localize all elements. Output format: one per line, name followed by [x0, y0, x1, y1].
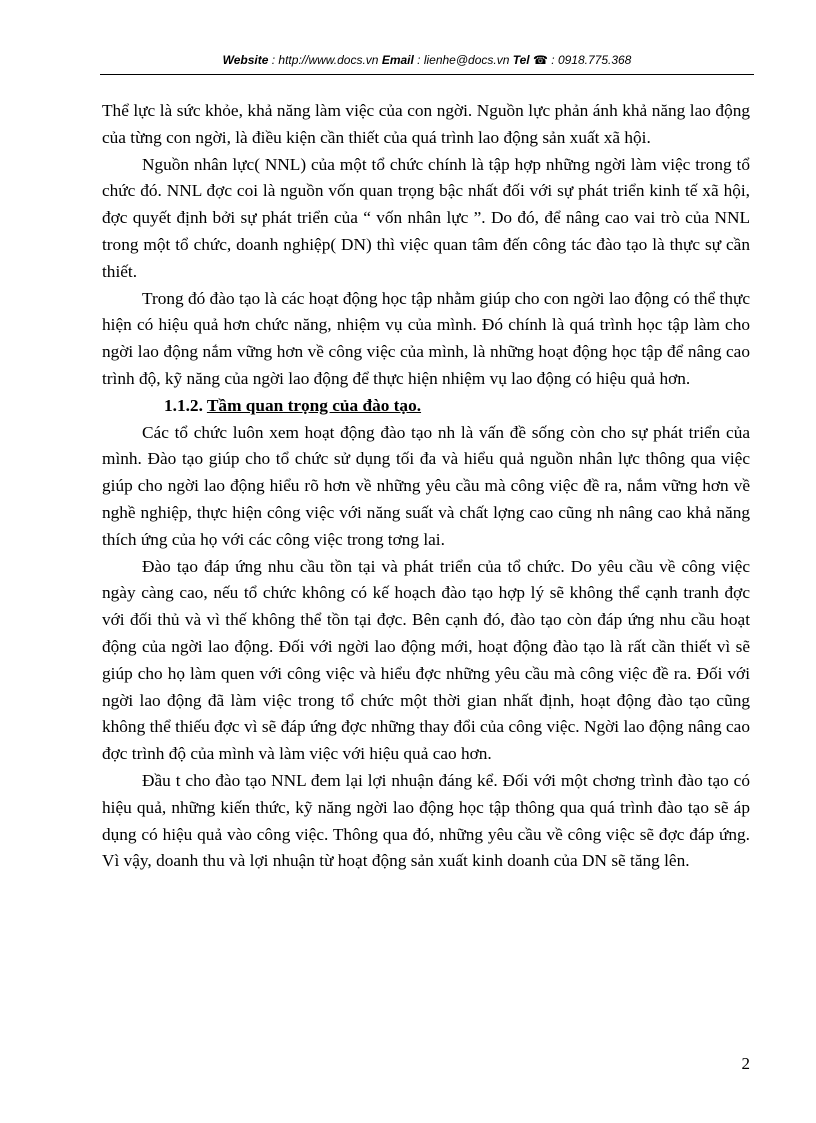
tel-label: Tel: [512, 53, 530, 67]
email-label: Email: [381, 53, 414, 67]
document-body: [102, 98, 750, 875]
paragraph-2: Nguồn nhân lực( NNL) của một tổ chức chính là tập hợp những ngời làm việc trong tổ chức đó. NNL đợc coi là nguồn vốn quan trọng bậc nhất đối với sự phát triển kinh tế xã hội, đợc quyết định bởi sự phát triển của “ vốn nhân lực ”. Do đó, để nâng cao vai trò của NNL trong một tổ chức, doanh nghiệp( DN) thì việc quan tâm đến công tác đào tạo là thực sự cần thiết.: [102, 154, 750, 281]
section-number: 1.1.2.: [164, 395, 207, 415]
website-value: : http://www.docs.vn: [268, 53, 382, 67]
paragraph-5: Đào tạo đáp ứng nhu cầu tồn tại và phát triển của tổ chức. Do yêu cầu về công việc ngày càng cao, nếu tổ chức không có kế hoạch đào tạo hợp lý sẽ không thể cạnh tranh đợc với đối thủ và vì thế không thể tồn tại đợc. Bên cạnh đó, đào tạo còn đáp ứng nhu cầu hoạt động của ngời lao động. Đối với ngời lao động mới, hoạt động đào tạo là rất cần thiết vì sẽ giúp cho họ làm quen với công việc và hiểu đợc những yêu cầu mà công việc đề ra. Đối với ngời lao động đã làm việc trong tổ chức một thời gian nhất định, hoạt động đào tạo cũng không thể thiếu đợc vì sẽ đáp ứng đợc những thay đổi của công việc. Ngời lao động nâng cao đợc trình độ của mình và làm việc với hiệu quả cao hơn.: [102, 556, 750, 764]
email-value: : lienhe@docs.vn: [413, 53, 513, 67]
paragraph-4: Các tổ chức luôn xem hoạt động đào tạo nh là vấn đề sống còn cho sự phát triển của mình. Đào tạo giúp cho tổ chức sử dụng tối đa và hiểu quả nguồn nhân lực thông qua việc giúp cho ngời lao động hiểu rõ hơn về những yêu cầu mà công việc đề ra, nắm vững hơn về nghề nghiệp, thực hiện công việc với năng suất và chất lợng cao cũng nh nâng cao khả năng thích ứng của họ với các công việc trong tơng lai.: [102, 422, 750, 549]
page-header: [100, 52, 754, 75]
paragraph-3: Trong đó đào tạo là các hoạt động học tập nhằm giúp cho con ngời lao động có thể thực hiện có hiệu quả hơn chức năng, nhiệm vụ của mình. Đó chính là quá trình học tập làm cho ngời lao động nắm vững hơn về công việc của mình, là những hoạt động học tập để nâng cao trình độ, kỹ năng của ngời lao động để thực hiện nhiệm vụ lao động có hiệu quả hơn.: [102, 288, 750, 388]
section-title: Tầm quan trọng của đào tạo.: [206, 395, 422, 415]
website-label: Website: [222, 53, 269, 67]
paragraph-6: Đầu t cho đào tạo NNL đem lại lợi nhuận đáng kể. Đối với một chơng trình đào tạo có hiệu quả, những kiến thức, kỹ năng ngời lao động học tập thông qua quá trình đào tạo sẽ áp dụng có hiệu quả vào công việc. Thông qua đó, những yêu cầu về công việc sẽ đợc đáp ứng. Vì vậy, doanh thu và lợi nhuận từ hoạt động sản xuất kinh doanh của DN sẽ tăng lên.: [102, 770, 750, 871]
tel-value: : 0918.775.368: [547, 53, 632, 67]
telephone-icon: ☎: [532, 53, 548, 67]
page-number: 2: [741, 1054, 750, 1073]
section-heading: [102, 393, 750, 420]
paragraph-1: Thể lực là sức khỏe, khả năng làm việc của con ngời. Nguồn lực phản ánh khả năng lao động của từng con ngời, là điều kiện cần thiết của quá trình lao động sản xuất xã hội.: [102, 101, 750, 147]
